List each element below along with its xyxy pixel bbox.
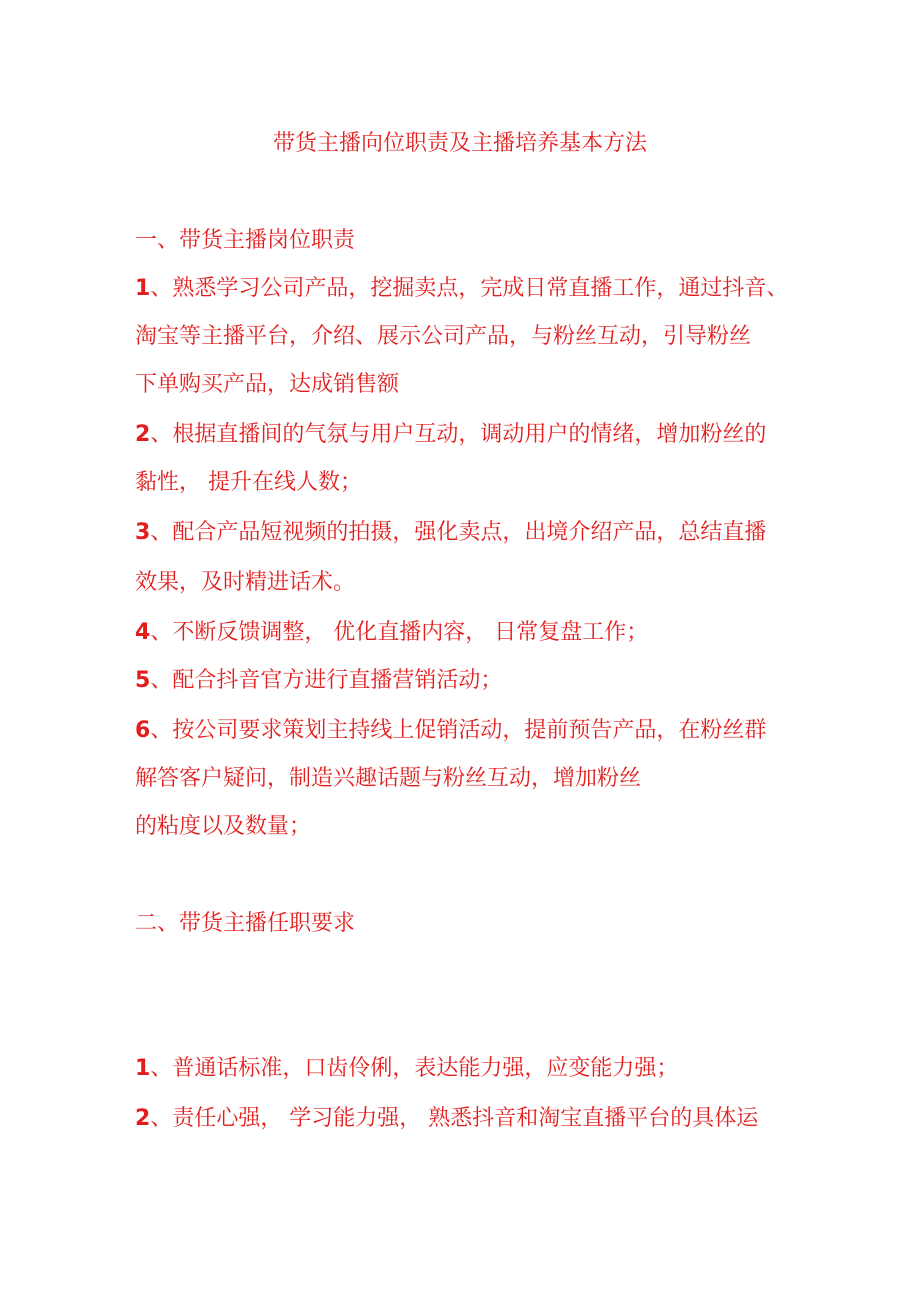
section-1-item-3-line-2: 效果，及时精进话术。 bbox=[135, 570, 356, 595]
item-number: 1 bbox=[135, 276, 151, 301]
section-2-item-1-line-1 bbox=[135, 1052, 678, 1086]
section-1-item-1-line-2: 淘宝等主播平台，介绍、展示公司产品，与粉丝互动，引导粉丝 bbox=[135, 324, 752, 349]
document-title: 带货主播向位职责及主播培养基本方法 bbox=[272, 131, 647, 156]
item-number: 2 bbox=[135, 422, 151, 447]
item-text: 、责任心强， 学习能力强， 熟悉抖音和淘宝直播平台的具体运 bbox=[150, 1106, 759, 1131]
section-1-item-2-line-1 bbox=[135, 418, 766, 452]
item-number: 6 bbox=[135, 718, 151, 743]
section-1-item-2-line-2: 黏性， 提升在线人数； bbox=[135, 470, 362, 495]
item-number: 4 bbox=[135, 620, 151, 645]
item-number: 3 bbox=[135, 520, 151, 545]
section-1-item-4-line-1 bbox=[135, 616, 648, 650]
item-text: 、根据直播间的气氛与用户互动，调动用户的情绪，增加粉丝的 bbox=[150, 422, 767, 447]
section-1-item-5-line-1 bbox=[135, 664, 502, 698]
item-text: 、普通话标准，口齿伶俐，表达能力强，应变能力强； bbox=[150, 1056, 679, 1081]
section-1-item-6-line-3: 的粘度以及数量； bbox=[135, 814, 312, 839]
section-1-item-3-line-1 bbox=[135, 516, 766, 550]
item-number: 5 bbox=[135, 668, 151, 693]
section-1-item-1-line-3: 下单购买产品，达成销售额 bbox=[135, 372, 400, 397]
section-2-heading: 二、带货主播任职要求 bbox=[135, 911, 356, 936]
section-1-item-6-line-2: 解答客户疑问，制造兴趣话题与粉丝互动，增加粉丝 bbox=[135, 766, 642, 791]
section-1-heading: 一、带货主播岗位职责 bbox=[135, 228, 356, 253]
section-2-item-2-line-1 bbox=[135, 1102, 758, 1136]
item-text: 、按公司要求策划主持线上促销活动，提前预告产品，在粉丝群 bbox=[150, 718, 767, 743]
item-text: 、不断反馈调整， 优化直播内容， 日常复盘工作； bbox=[150, 620, 649, 645]
section-1-item-6-line-1 bbox=[135, 714, 766, 748]
item-text: 、熟悉学习公司产品，挖掘卖点，完成日常直播工作，通过抖音、 bbox=[150, 276, 789, 301]
item-text: 、配合产品短视频的拍摄，强化卖点，出境介绍产品，总结直播 bbox=[150, 520, 767, 545]
item-number: 2 bbox=[135, 1106, 151, 1131]
item-text: 、配合抖音官方进行直播营销活动； bbox=[150, 668, 503, 693]
section-1-item-1-line-1 bbox=[135, 272, 788, 306]
item-number: 1 bbox=[135, 1056, 151, 1081]
